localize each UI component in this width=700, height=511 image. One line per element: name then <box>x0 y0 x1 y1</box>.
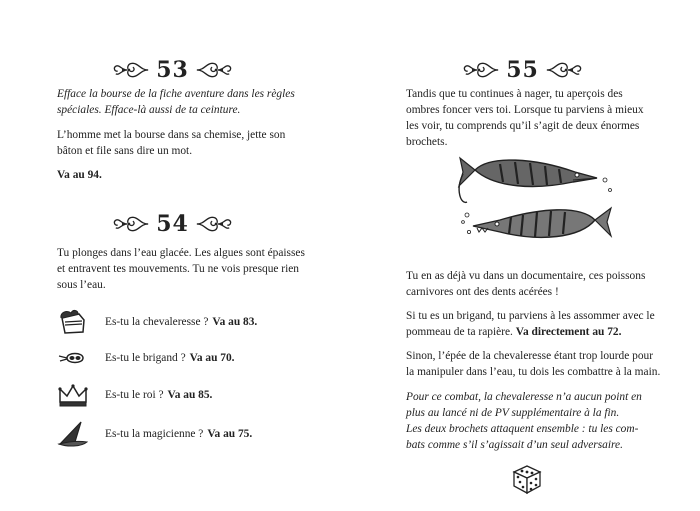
section-number: 55 <box>506 57 539 83</box>
section-54-heading <box>55 211 290 237</box>
right-page <box>350 0 700 511</box>
two-pike-fish-illustration <box>455 150 615 250</box>
instruction-line: spéciales. Efface-là aussi de ta ceinture. <box>57 104 241 116</box>
choice-king[interactable] <box>57 381 212 409</box>
choice-brigand[interactable] <box>57 344 235 372</box>
paragraph-line: la manipuler dans l’eau, tu dois les combattre à la main. <box>406 366 661 378</box>
choice-knight[interactable] <box>57 308 257 336</box>
witch-hat-icon <box>57 420 89 448</box>
instruction-line: Efface la bourse de la fiche aventure dans les règles <box>57 88 295 100</box>
rule-line: bats comme s’il s’agissait d’un seul adversaire. <box>406 439 623 451</box>
choice-question: Es-tu la chevaleresse ? <box>105 316 209 328</box>
crown-icon <box>57 381 89 409</box>
flourish-right-icon <box>545 59 583 81</box>
paragraph-line: carnivores ont des dents acérées ! <box>406 286 559 298</box>
dice-icon <box>510 462 544 496</box>
paragraph-line: Tu plonges dans l’eau glacée. Les algues sont épaisses <box>57 247 305 259</box>
section-number: 53 <box>156 57 189 83</box>
flourish-right-icon <box>195 213 233 235</box>
choice-magician[interactable] <box>57 420 252 448</box>
thief-mask-icon <box>57 344 89 372</box>
knight-helmet-icon <box>57 308 89 336</box>
choice-question: Es-tu le brigand ? <box>105 352 186 364</box>
paragraph-line: Sinon, l’épée de la chevaleresse étant trop lourde pour <box>406 350 654 362</box>
paragraph-text: pommeau de ta rapière. <box>406 326 513 338</box>
rule-line: Pour ce combat, la chevaleresse n’a aucun point en <box>406 391 642 403</box>
goto-link[interactable]: Va au 85. <box>167 389 213 401</box>
paragraph-line: Tandis que tu continues à nager, tu aperçois des <box>406 88 623 100</box>
paragraph-line: bâton et file sans dire un mot. <box>57 145 193 157</box>
rule-line: Les deux brochets attaquent ensemble : tu les com- <box>406 423 639 435</box>
flourish-left-icon <box>462 59 500 81</box>
goto-link[interactable]: Va au 70. <box>189 352 235 364</box>
flourish-left-icon <box>112 213 150 235</box>
choice-question: Es-tu la magicienne ? <box>105 428 204 440</box>
paragraph-line: et entravent tes mouvements. Tu ne vois presque rien <box>57 263 300 275</box>
goto-link[interactable]: Va directement au 72. <box>515 326 622 338</box>
section-55-heading <box>405 57 640 83</box>
paragraph-line: sous l’eau. <box>57 279 106 291</box>
section-53-heading <box>55 57 290 83</box>
section-number: 54 <box>156 211 189 237</box>
paragraph-line: Tu en as déjà vu dans un documentaire, ces poissons <box>406 270 646 282</box>
flourish-right-icon <box>195 59 233 81</box>
flourish-left-icon <box>112 59 150 81</box>
paragraph-line: brochets. <box>406 136 448 148</box>
goto-link[interactable]: Va au 94. <box>57 169 102 181</box>
paragraph-line: les voir, tu comprends qu’il s’agit de deux énormes <box>406 120 640 132</box>
paragraph-line: L’homme met la bourse dans sa chemise, jette son <box>57 129 286 141</box>
rule-line: plus au lancé ni de PV supplémentaire à la fin. <box>406 407 620 419</box>
goto-link[interactable]: Va au 83. <box>212 316 258 328</box>
paragraph-line <box>406 324 621 341</box>
choice-question: Es-tu le roi ? <box>105 389 164 401</box>
paragraph-line: Si tu es un brigand, tu parviens à les assommer avec le <box>406 310 655 322</box>
paragraph-line: ombres foncer vers toi. Lorsque tu parviens à mieux <box>406 104 644 116</box>
goto-link[interactable]: Va au 75. <box>207 428 253 440</box>
